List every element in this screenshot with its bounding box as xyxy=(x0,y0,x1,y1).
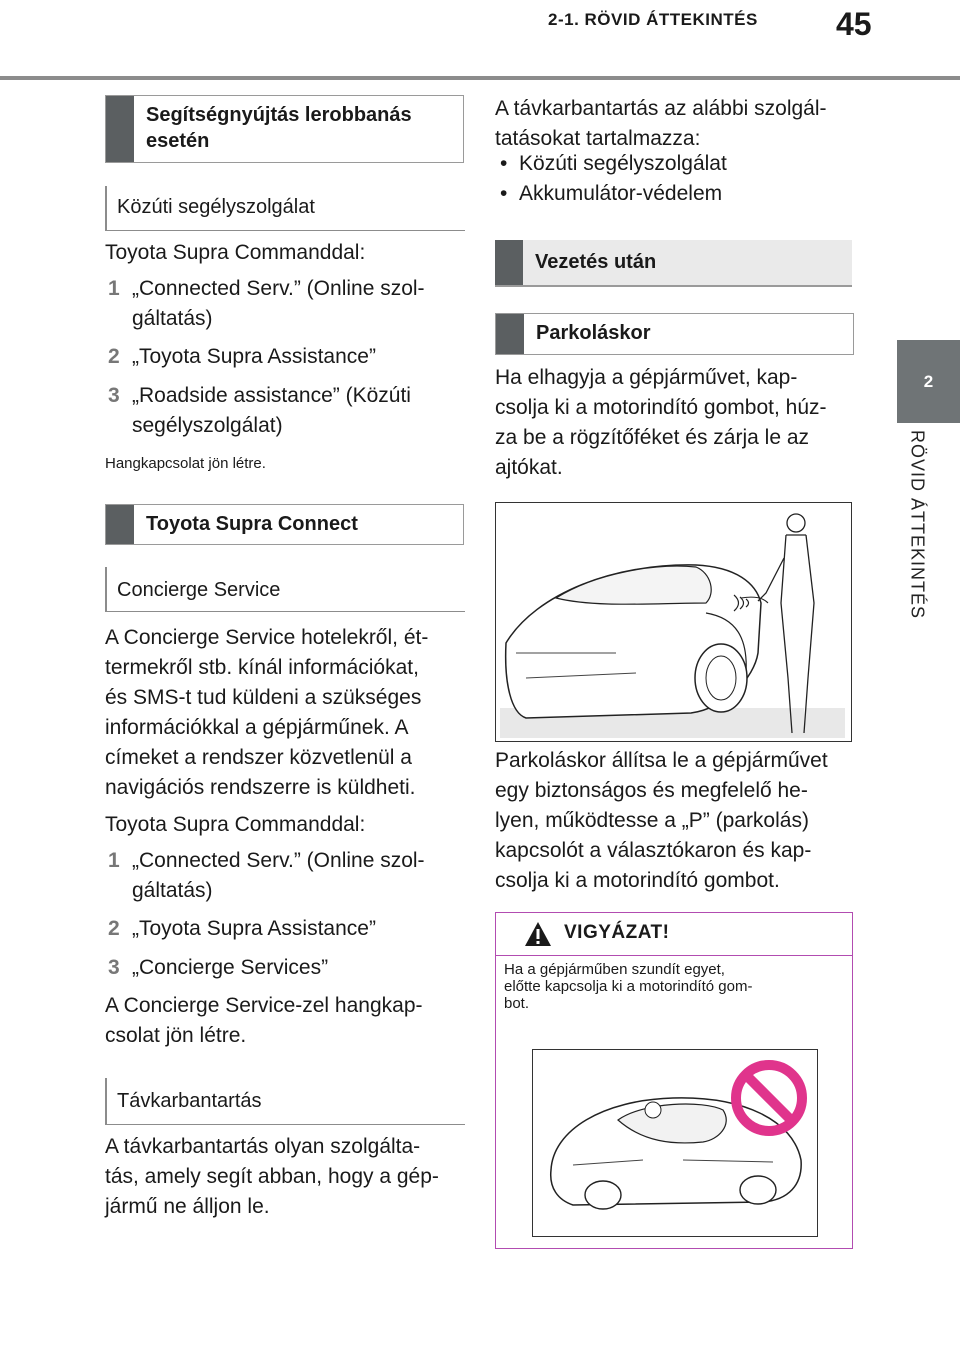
warning-title: VIGYÁZAT! xyxy=(564,922,670,943)
heading-breakdown-assistance xyxy=(105,95,464,163)
figure-locking-car xyxy=(495,502,852,742)
note-voice-connection: Hangkapcsolat jön létre. xyxy=(105,455,266,472)
paragraph-commanddal-2: Toyota Supra Commanddal: xyxy=(105,813,366,836)
heading-toyota-supra-connect: Toyota Supra Connect xyxy=(105,504,464,545)
subheading-roadside: Közúti segélyszolgálat xyxy=(105,186,465,231)
heading-parking: Parkoláskor xyxy=(495,313,854,355)
warning-triangle-icon xyxy=(524,921,552,947)
paragraph-concierge: A Concierge Service hotelekről, ét- termekről stb. kínál információkat, és SMS-t tud küldeni a szükséges információkkal a gépjárműnek. A címeket a rendszer közvetlenül a navigációs rendszerre is küldheti. xyxy=(105,626,429,799)
list-item: • Közúti segélyszolgálat xyxy=(500,152,727,175)
header-rule xyxy=(0,76,960,80)
car-locking-illustration xyxy=(496,503,851,741)
subheading-remote-maintenance: Távkarbantartás xyxy=(105,1078,465,1125)
warning-box xyxy=(495,912,853,1249)
heading-line-2: esetén xyxy=(146,130,210,152)
chapter-side-label-text: RÖVID ÁTTEKINTÉS xyxy=(907,430,928,620)
paragraph-parking-instructions: Parkoláskor állítsa le a gépjárművet egy biztonságos és megfelelő he- lyen, működtesse a „P” (parkolás) kapcsolót a választókaron és kap- csolja ki a motorindító gombot. xyxy=(495,749,828,892)
step-1a: 1 „Connected Serv.” (Online szol- gáltatás) xyxy=(108,277,425,330)
heading-line-1: Segítségnyújtás lerobbanás xyxy=(146,104,412,126)
figure-no-sleeping xyxy=(532,1049,818,1237)
chapter-side-label xyxy=(884,430,960,650)
chapter-tab: 2 xyxy=(897,340,960,423)
paragraph-leaving-vehicle: Ha elhagyja a gépjárművet, kap- csolja ki a motorindító gombot, húz- za be a rögzítőféket és zárja le az ajtókat. xyxy=(495,366,827,479)
list-item: • Akkumulátor-védelem xyxy=(500,182,723,205)
warning-header xyxy=(496,913,852,956)
paragraph-commanddal-1: Toyota Supra Commanddal: xyxy=(105,241,366,264)
paragraph-remote-services: A távkarbantartás az alábbi szolgál- tatásokat tartalmazza: xyxy=(495,97,827,150)
subheading-concierge: Concierge Service xyxy=(105,567,465,612)
paragraph-remote-maintenance: A távkarbantartás olyan szolgálta- tás, amely segít abban, hogy a gép- jármű ne álljon le. xyxy=(105,1135,439,1218)
warning-text: Ha a gépjárműben szundít egyet, előtte kapcsolja ki a motorindító gom- bot. xyxy=(504,961,753,1012)
car-sleeping-illustration xyxy=(533,1050,817,1236)
bullet-list xyxy=(500,149,860,209)
running-header-section: 2-1. RÖVID ÁTTEKINTÉS xyxy=(548,10,758,29)
paragraph-concierge-voice: A Concierge Service-zel hangkap- csolat jön létre. xyxy=(105,994,423,1047)
heading-after-driving: Vezetés után xyxy=(495,240,852,287)
page-number: 45 xyxy=(836,6,872,42)
